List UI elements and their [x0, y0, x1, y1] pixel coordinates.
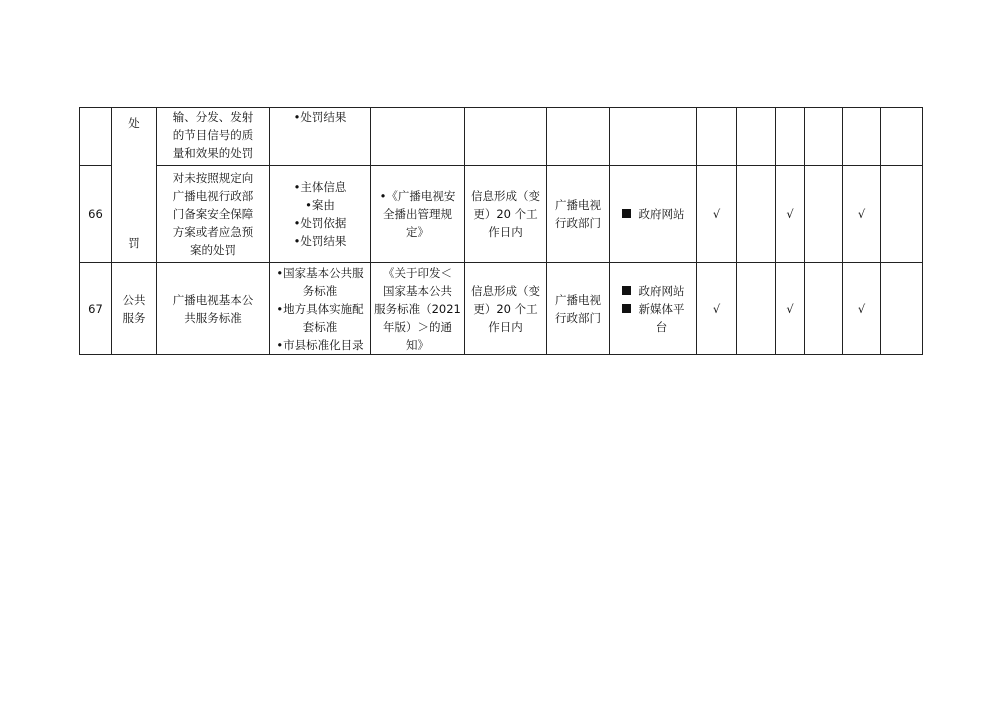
item-line: 输、分发、发射	[172, 110, 254, 124]
content-line: •处罚依据	[293, 216, 347, 231]
subject-line: 广播电视	[555, 198, 601, 213]
channel-label: 新媒体平	[638, 301, 685, 316]
check-cell	[805, 166, 843, 263]
content-line: 套标准	[302, 319, 338, 334]
table-row	[80, 166, 923, 263]
check-cell: √	[697, 166, 737, 263]
channel-item	[622, 300, 685, 336]
square-bullet-icon	[622, 209, 631, 218]
check-cell	[805, 263, 843, 355]
table-row-continuation	[80, 108, 923, 166]
check-cell: √	[776, 166, 805, 263]
category-line: 服务	[122, 310, 146, 325]
basis-line: •《广播电视安	[379, 189, 456, 204]
category-cell	[112, 108, 157, 263]
content-line: •处罚结果	[293, 234, 347, 249]
channel-label: 政府网站	[638, 283, 685, 298]
item-line: 对未按照规定向	[172, 171, 254, 186]
check-cell	[843, 108, 881, 166]
check-cell	[737, 108, 776, 166]
check-cell	[737, 166, 776, 263]
basis-line: 知》	[406, 337, 429, 352]
item-line: 广播电视行政部	[172, 189, 254, 204]
item-line: 门备案安全保障	[172, 207, 254, 222]
subject-line: 行政部门	[555, 310, 601, 325]
channel-cell	[610, 166, 697, 263]
check-cell: √	[843, 263, 881, 355]
time-line: 信息形成（变	[471, 283, 540, 298]
channel-cell	[610, 263, 697, 355]
subject-cell	[547, 166, 610, 263]
content-line: •主体信息	[293, 180, 347, 195]
category-cell	[112, 263, 157, 355]
check-cell	[776, 108, 805, 166]
content-line: 务标准	[302, 283, 338, 298]
time-cell	[465, 108, 547, 166]
channel-cell	[610, 108, 697, 166]
time-cell	[465, 166, 547, 263]
subject-line: 行政部门	[555, 216, 601, 231]
time-cell	[465, 263, 547, 355]
subject-line: 广播电视	[555, 292, 601, 307]
time-line: 更）20 个工	[473, 207, 538, 222]
check-cell	[881, 263, 923, 355]
item-line: 量和效果的处罚	[172, 146, 254, 160]
channel-label: 政府网站	[638, 207, 685, 222]
basis-line: 国家基本公共	[383, 283, 452, 298]
time-line: 作日内	[488, 319, 523, 334]
item-cell	[157, 108, 270, 166]
category-char-bottom: 罚	[128, 236, 140, 250]
item-line: 共服务标准	[184, 310, 242, 325]
content-line: •地方具体实施配	[276, 301, 364, 316]
item-line: 的节目信号的质	[172, 128, 254, 142]
content-cell	[270, 108, 371, 166]
item-cell	[157, 263, 270, 355]
time-line: 作日内	[488, 225, 523, 240]
content-line: •处罚结果	[293, 110, 347, 124]
category-line: 公共	[122, 292, 146, 307]
channel-item	[613, 205, 693, 223]
check-cell: √	[843, 166, 881, 263]
subject-cell	[547, 108, 610, 166]
time-line: 更）20 个工	[473, 301, 538, 316]
content-line: •国家基本公共服	[276, 265, 364, 280]
check-cell: √	[697, 263, 737, 355]
basis-line: 定》	[406, 225, 429, 240]
row-number-cell: 66	[80, 166, 112, 263]
channel-item	[622, 282, 685, 300]
basis-cell	[371, 108, 465, 166]
check-cell	[737, 263, 776, 355]
basis-line: 年版）＞的通	[383, 319, 452, 334]
channel-label: 台	[655, 319, 668, 334]
square-bullet-icon	[622, 286, 631, 295]
row-number-cell: 67	[80, 263, 112, 355]
content-line: •市县标准化目录	[276, 337, 364, 352]
subject-cell	[547, 263, 610, 355]
basis-cell	[371, 166, 465, 263]
content-cell	[270, 166, 371, 263]
basis-line: 服务标准（2021	[374, 301, 461, 316]
check-cell: √	[776, 263, 805, 355]
disclosure-table	[79, 107, 923, 355]
basis-line: 《关于印发＜	[383, 265, 452, 280]
check-cell	[697, 108, 737, 166]
item-cell	[157, 166, 270, 263]
content-line: •案由	[305, 198, 335, 213]
check-cell	[881, 166, 923, 263]
category-char-top: 处	[128, 116, 140, 130]
row-number-cell	[80, 108, 112, 166]
basis-line: 全播出管理规	[383, 207, 452, 222]
time-line: 信息形成（变	[471, 189, 540, 204]
item-line: 案的处罚	[190, 243, 236, 258]
content-cell	[270, 263, 371, 355]
item-line: 方案或者应急预	[172, 225, 254, 240]
square-bullet-icon	[622, 304, 631, 313]
basis-cell	[371, 263, 465, 355]
check-cell	[805, 108, 843, 166]
check-cell	[881, 108, 923, 166]
table-row	[80, 263, 923, 355]
item-line: 广播电视基本公	[172, 292, 254, 307]
